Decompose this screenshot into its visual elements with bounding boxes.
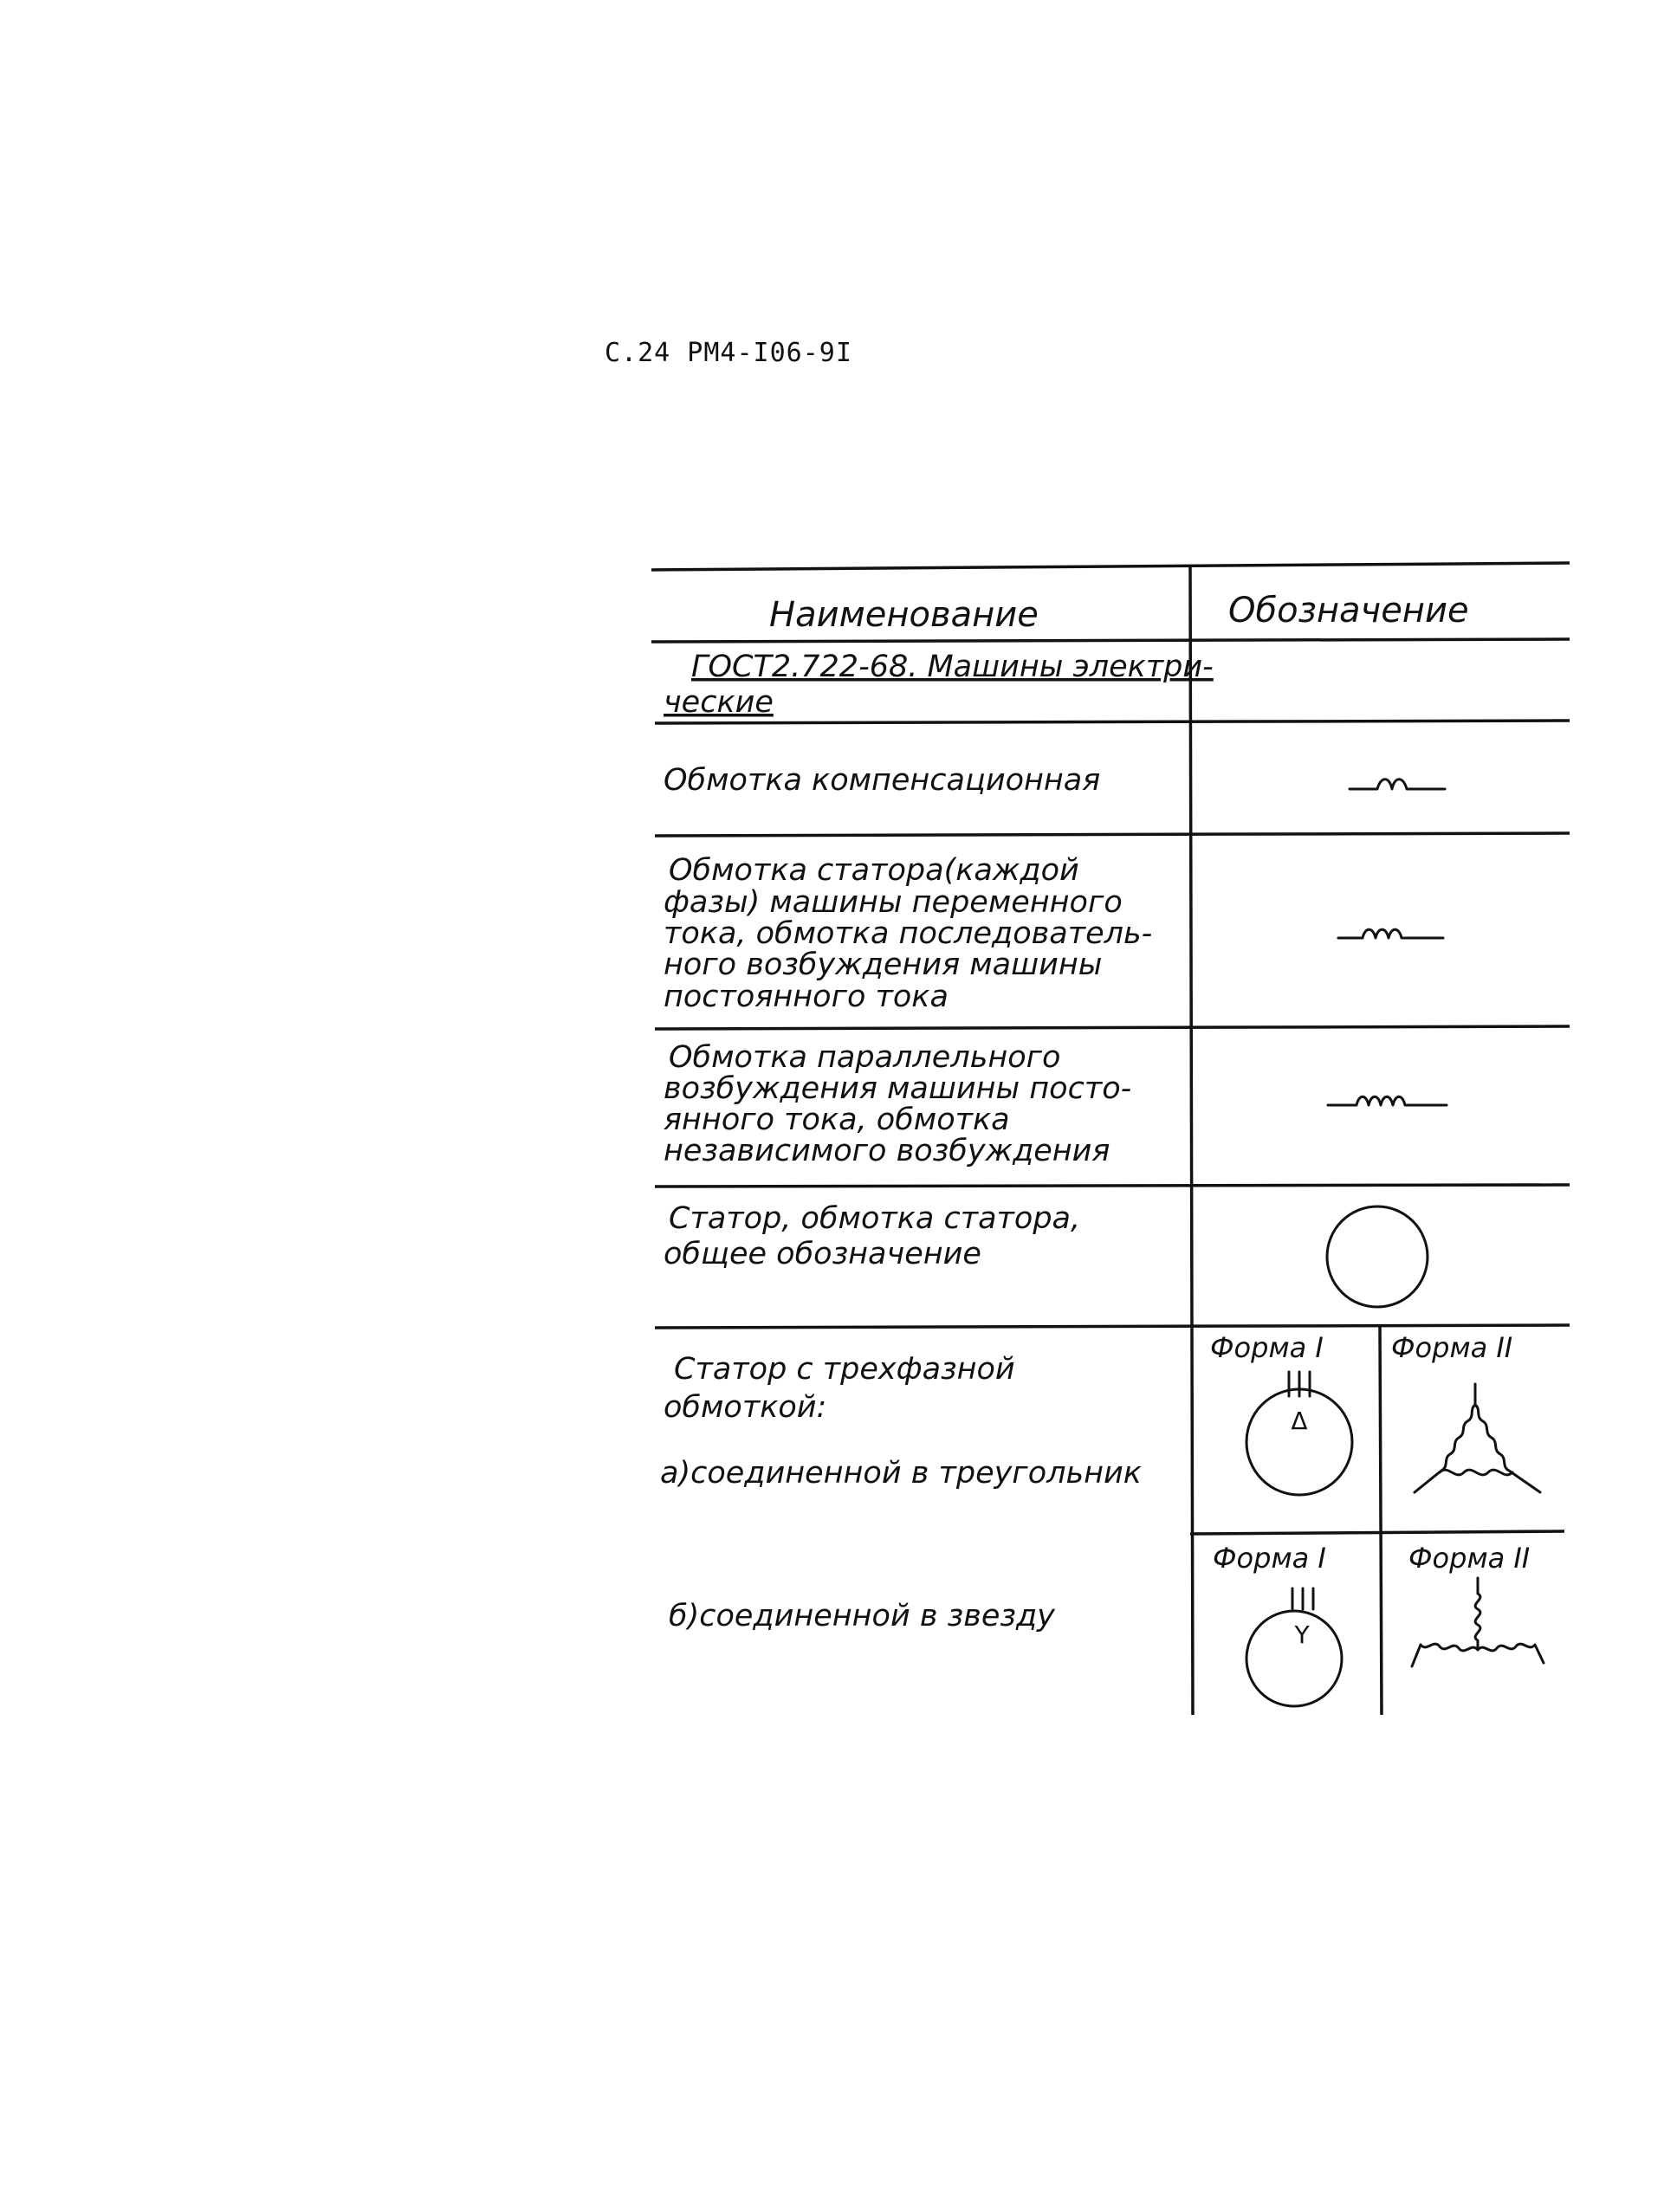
row-6-name: б)соединенной в звезду: [669, 1599, 1055, 1633]
stator-circle-icon: [1327, 1206, 1428, 1307]
row-rule-1: [655, 833, 1570, 836]
row-5-name-line-1: Статор с трехфазной: [674, 1352, 1015, 1387]
row-rule-2: [655, 1026, 1570, 1029]
row-rule-4: [655, 1325, 1570, 1328]
star-stator-form-2-icon: [1412, 1578, 1544, 1666]
row-rule-3: [655, 1185, 1570, 1187]
section-title-line-2: ческие: [664, 685, 774, 720]
form-rule: [1190, 1531, 1564, 1534]
section-rule: [655, 721, 1570, 723]
row-2-name-line-3: тока, обмотка последователь-: [664, 916, 1153, 951]
row-5-name-line-2: обмоткой:: [664, 1390, 827, 1425]
delta-stator-form-2-icon: [1415, 1384, 1540, 1492]
delta-form-1-label: Форма I: [1210, 1331, 1324, 1364]
row-4-name-line-2: общее обозначение: [664, 1237, 981, 1271]
row-3-name-line-2: возбуждения машины посто-: [664, 1071, 1132, 1106]
row-4-name-line-1: Статор, обмотка статора,: [669, 1201, 1081, 1236]
shunt-winding-icon: [1328, 1096, 1447, 1105]
delta-form-2-label: Форма II: [1391, 1331, 1513, 1364]
row-5-name-line-3: а)соединенной в треугольник: [660, 1456, 1142, 1491]
column-header-symbol: Обозначение: [1228, 591, 1469, 631]
form-divider: [1380, 1326, 1382, 1715]
header-rule: [651, 639, 1570, 642]
page-reference: С.24 РМ4-I06-9I: [605, 338, 852, 368]
row-1-name: Обмотка компенсационная: [664, 763, 1101, 798]
column-header-name: Наименование: [769, 595, 1039, 635]
section-title-line-1: ГОСТ2.722-68. Машины электри-: [691, 650, 1214, 684]
table-top-rule: [651, 563, 1570, 570]
compensating-winding-icon: [1350, 779, 1445, 789]
series-winding-icon: [1338, 929, 1443, 938]
star-form-1-label: Форма I: [1213, 1542, 1326, 1575]
row-2-name-line-5: постоянного тока: [664, 980, 949, 1014]
delta-mark: Δ: [1291, 1407, 1308, 1435]
row-2-name-line-2: фазы) машины переменного: [664, 885, 1123, 920]
row-3-name-line-1: Обмотка параллельного: [669, 1040, 1061, 1075]
row-3-name-line-4: независимого возбуждения: [664, 1134, 1110, 1168]
star-form-2-label: Форма II: [1408, 1542, 1531, 1575]
row-2-name-line-1: Обмотка статора(каждой: [669, 853, 1079, 888]
row-3-name-line-3: янного тока, обмотка: [664, 1103, 1010, 1137]
row-2-name-line-4: ного возбуждения машины: [664, 948, 1103, 982]
star-mark: Y: [1294, 1620, 1310, 1649]
column-divider: [1190, 565, 1193, 1715]
